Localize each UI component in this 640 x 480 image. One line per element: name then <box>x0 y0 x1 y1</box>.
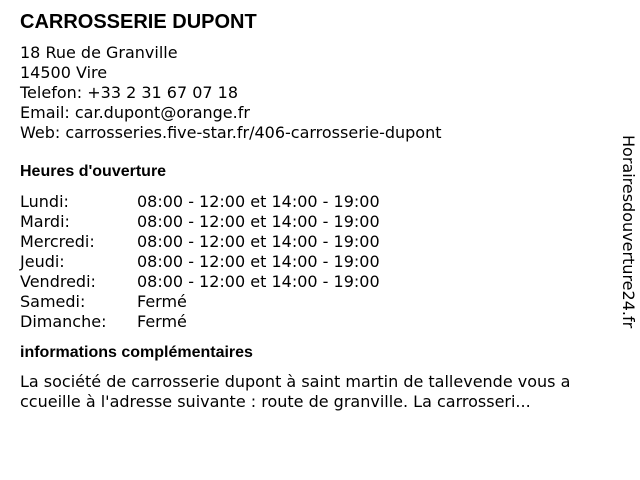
additional-info-text: La société de carrosserie dupont à saint martin de tallevende vous a ccueille à l'adresse suivante : route de granville. La carrosseri... <box>20 372 571 411</box>
day-label: Dimanche: <box>20 312 107 331</box>
hours-row-thursday <box>20 252 380 272</box>
site-watermark: Horairesdouverture24.fr <box>619 135 638 329</box>
day-hours: 08:00 - 12:00 et 14:00 - 19:00 <box>137 252 380 271</box>
hours-row-wednesday <box>20 232 380 252</box>
additional-info-heading: informations complémentaires <box>20 344 253 361</box>
day-label: Samedi: <box>20 292 86 311</box>
day-hours: Fermé <box>137 292 187 311</box>
email-line: Email: car.dupont@orange.fr <box>20 103 250 122</box>
business-card <box>20 10 620 412</box>
hours-row-tuesday <box>20 212 380 232</box>
hours-row-saturday <box>20 292 380 312</box>
day-label: Vendredi: <box>20 272 96 291</box>
hours-row-monday <box>20 192 380 212</box>
business-name: CARROSSERIE DUPONT <box>20 11 257 33</box>
day-label: Mardi: <box>20 212 70 231</box>
day-label: Mercredi: <box>20 232 95 251</box>
day-label: Jeudi: <box>20 252 65 271</box>
opening-hours-heading: Heures d'ouverture <box>20 163 167 180</box>
day-label: Lundi: <box>20 192 69 211</box>
phone-line: Telefon: +33 2 31 67 07 18 <box>20 83 239 102</box>
hours-row-sunday <box>20 312 380 332</box>
address-street: 18 Rue de Granville <box>20 43 178 62</box>
day-hours: 08:00 - 12:00 et 14:00 - 19:00 <box>137 212 380 231</box>
opening-hours-table <box>20 192 380 332</box>
day-hours: 08:00 - 12:00 et 14:00 - 19:00 <box>137 232 380 251</box>
address-city: 14500 Vire <box>20 63 108 82</box>
day-hours: 08:00 - 12:00 et 14:00 - 19:00 <box>137 192 380 211</box>
day-hours: 08:00 - 12:00 et 14:00 - 19:00 <box>137 272 380 291</box>
website-line: Web: carrosseries.five-star.fr/406-carrosserie-dupont <box>20 123 442 142</box>
day-hours: Fermé <box>137 312 187 331</box>
hours-row-friday <box>20 272 380 292</box>
